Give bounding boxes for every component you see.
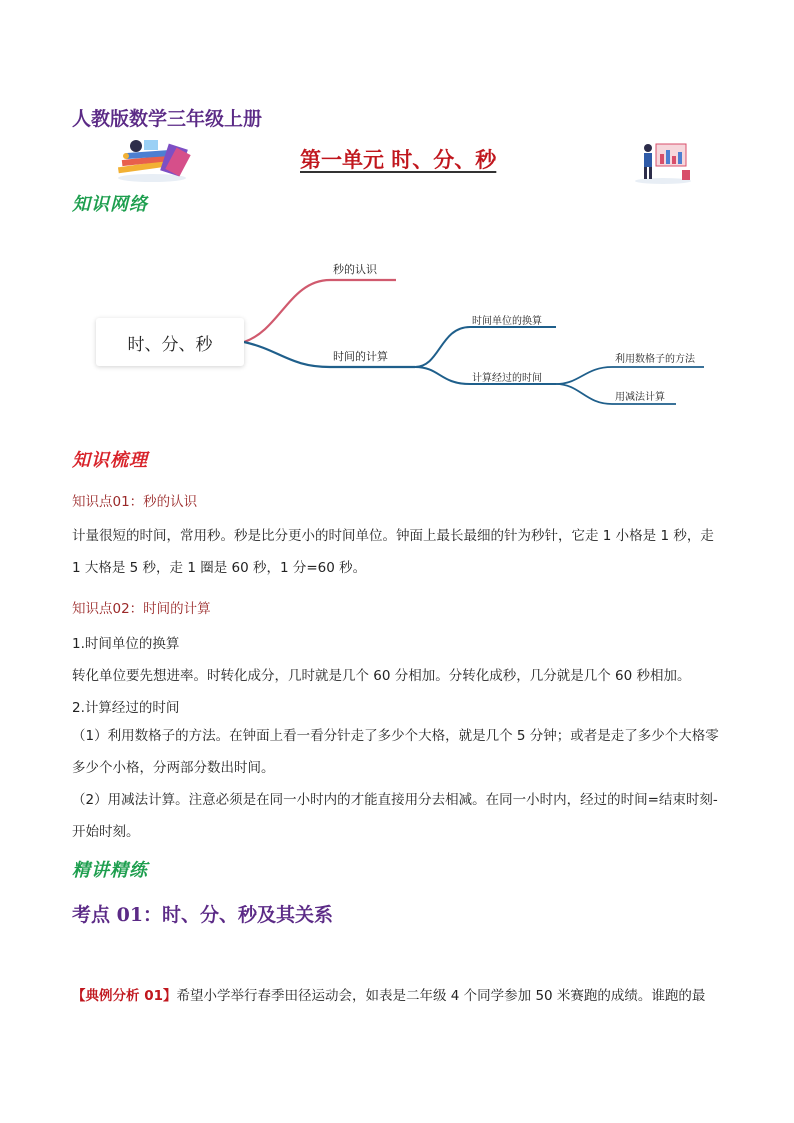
example-tag: 【典例分析 01】 [72, 988, 177, 1004]
section-review-heading: 知识梳理 [72, 450, 148, 471]
knowledge-point-1-title: 知识点01：秒的认识 [72, 494, 198, 510]
section-network-heading: 知识网络 [72, 194, 148, 215]
mind-map-root: 时、分、秒 [96, 318, 244, 366]
mind-map-node-time-calc: 时间的计算 [333, 350, 388, 363]
mind-map-node-seconds: 秒的认识 [333, 263, 377, 276]
subtopic-2-title: 2.计算经过的时间 [72, 700, 180, 716]
knowledge-point-2-title: 知识点02：时间的计算 [72, 601, 211, 617]
subtopic-1-title: 1.时间单位的换算 [72, 636, 180, 652]
exam-point-title: 考点 01：时、分、秒及其关系 [72, 904, 334, 926]
mind-map-node-subtraction: 用减法计算 [615, 392, 665, 403]
example-text: 希望小学举行春季田径运动会，如表是二年级 4 个同学参加 50 米赛跑的成绩。谁跑的最 [176, 988, 706, 1004]
subtopic-1-text: 转化单位要先想进率。时转化成分，几时就是几个 60 分相加。分转化成秒，几分就是几个 60 秒相加。 [72, 668, 691, 684]
book-title: 人教版数学三年级上册 [72, 108, 263, 130]
section-practice-heading: 精讲精练 [72, 860, 148, 881]
subtopic-2-item-1: （1）利用数格子的方法。在钟面上看一看分针走了多少个大格，就是几个 5 分钟；或者是走了多少个大格零多少个小格，分两部分数出时间。 [72, 728, 719, 776]
subtopic-2-item-2: （2）用减法计算。注意必须是在同一小时内的才能直接用分去相减。在同一小时内，经过的时间=结束时刻-开始时刻。 [72, 792, 718, 840]
example-analysis [72, 984, 705, 1004]
knowledge-point-1-text: 计量很短的时间，常用秒。秒是比分更小的时间单位。钟面上最长最细的针为秒针，它走 1 小格是 1 秒，走 1 大格是 5 秒，走 1 圈是 60 秒，1 分=60 秒。 [72, 528, 714, 576]
unit-title: 第一单元 时、分、秒 [300, 147, 497, 172]
mind-map-node-elapsed-time: 计算经过的时间 [472, 373, 542, 384]
mind-map-node-unit-conversion: 时间单位的换算 [472, 316, 542, 327]
mind-map-node-count-grid: 利用数格子的方法 [615, 354, 695, 365]
